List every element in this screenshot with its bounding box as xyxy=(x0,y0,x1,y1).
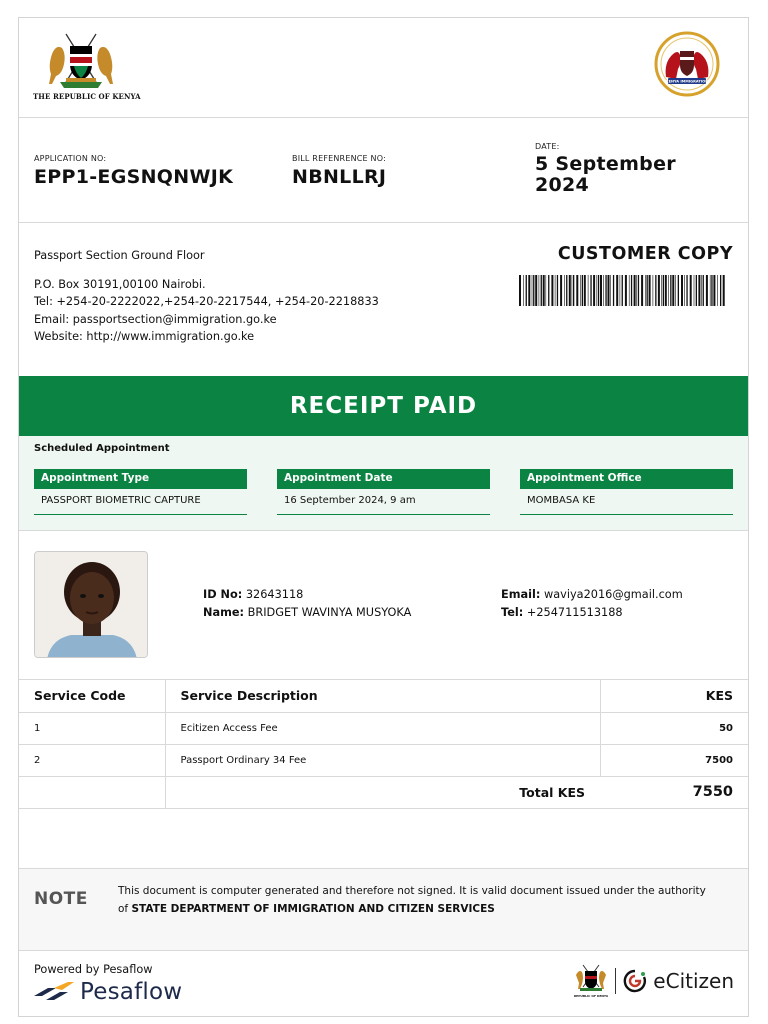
customer-copy-label: CUSTOMER COPY xyxy=(557,244,733,264)
barcode-bar xyxy=(551,275,553,306)
barcode-bar xyxy=(528,275,530,306)
barcode-bar xyxy=(663,275,664,306)
appointment-type-label: Appointment Type xyxy=(34,469,247,489)
application-no-label: APPLICATION NO: xyxy=(34,154,107,163)
barcode-bar xyxy=(610,275,611,306)
barcode-bar xyxy=(564,275,565,306)
appointment-type-value: PASSPORT BIOMETRIC CAPTURE xyxy=(34,489,247,515)
applicant-contact xyxy=(501,586,683,621)
barcode-bar xyxy=(603,275,604,306)
barcode-bar xyxy=(560,275,562,306)
service-code-cell: 2 xyxy=(19,744,165,776)
barcode-bar xyxy=(710,275,711,306)
table-total-row xyxy=(19,776,748,808)
address-line-1: Passport Section Ground Floor xyxy=(34,249,205,262)
appointment-type xyxy=(34,469,247,515)
barcode-bar xyxy=(523,275,524,306)
appointment-title: Scheduled Appointment xyxy=(34,443,170,454)
barcode-bar xyxy=(720,275,721,306)
bill-reference-label: BILL REFENRENCE NO: xyxy=(292,154,386,163)
date-value-line1: 5 September xyxy=(535,153,676,175)
appointment-date xyxy=(277,469,490,515)
appointment-date-label: Appointment Date xyxy=(277,469,490,489)
note-text-block xyxy=(118,883,718,918)
name-label: Name: xyxy=(203,605,245,619)
ecitizen-logo xyxy=(572,963,734,999)
barcode-bar xyxy=(539,275,540,306)
kenya-coat-of-arms-icon xyxy=(572,963,610,999)
tel-label: Tel: xyxy=(501,605,524,619)
applicant-details xyxy=(19,531,748,680)
barcode-bar xyxy=(629,275,630,306)
barcode-bar xyxy=(593,275,595,306)
barcode-bar xyxy=(572,275,573,306)
id-value: 32643118 xyxy=(245,588,304,601)
barcode-bar xyxy=(638,275,639,306)
name-value: BRIDGET WAVINYA MUSYOKA xyxy=(247,605,412,619)
barcode-bar xyxy=(668,275,669,306)
barcode-bar xyxy=(600,275,602,306)
table-row xyxy=(19,744,748,776)
barcode-bar xyxy=(573,275,574,306)
bill-reference-value: NBNLLRJ xyxy=(292,166,387,188)
footer xyxy=(19,951,748,1017)
barcode-bar xyxy=(658,275,660,306)
barcode-bar xyxy=(711,275,712,306)
immigration-seal-icon xyxy=(652,31,722,99)
barcode-bar xyxy=(634,275,636,306)
note-text: This document is computer generated and therefore not signed. It is valid document issued under the authority of xyxy=(118,885,706,915)
date-field xyxy=(535,142,735,196)
barcode-bar xyxy=(649,275,651,306)
barcode-bar xyxy=(588,275,589,306)
barcode-bar xyxy=(622,275,623,306)
service-description-cell: Passport Ordinary 34 Fee xyxy=(165,744,600,776)
barcode-bar xyxy=(519,275,521,306)
services-table xyxy=(19,680,748,809)
barcode-bar xyxy=(703,275,704,306)
coat-of-arms-logo xyxy=(33,32,141,101)
barcode-bar xyxy=(698,275,700,306)
barcode-bar xyxy=(675,275,676,306)
barcode-bar xyxy=(661,275,662,306)
barcode-bar xyxy=(555,275,556,306)
address-line-5: Website: http://www.immigration.go.ke xyxy=(34,330,255,343)
barcode-bar xyxy=(597,275,598,306)
table-row xyxy=(19,712,748,744)
receipt-paid-banner xyxy=(19,376,748,436)
barcode-bar xyxy=(645,275,646,306)
ecitizen-mark-icon xyxy=(623,969,647,993)
barcode-bar xyxy=(582,275,583,306)
republic-of-kenya-label: THE REPUBLIC OF KENYA xyxy=(33,92,141,101)
appointment-date-value: 16 September 2024, 9 am xyxy=(277,489,490,515)
kes-header: KES xyxy=(600,680,748,712)
ecitizen-wordmark: eCitizen xyxy=(653,969,734,993)
barcode-bar xyxy=(690,275,692,306)
barcode-bar xyxy=(605,275,606,306)
application-no-value: EPP1-EGSNQNWJK xyxy=(34,166,234,188)
bill-reference-field xyxy=(292,154,386,188)
note-section xyxy=(19,869,748,951)
service-code-header: Service Code xyxy=(19,680,165,712)
barcode-bar xyxy=(569,275,571,306)
email-label: Email: xyxy=(501,588,541,601)
note-authority: STATE DEPARTMENT OF IMMIGRATION AND CITIZEN SERVICES xyxy=(131,902,495,915)
barcode-bar xyxy=(723,275,725,306)
barcode-bar xyxy=(543,275,545,306)
mini-republic-label: REPUBLIC OF KENYA xyxy=(574,994,609,998)
applicant-id-row xyxy=(203,586,411,604)
pesaflow-logo xyxy=(34,979,182,1005)
service-description-cell: Ecitizen Access Fee xyxy=(165,712,600,744)
appointment-office xyxy=(520,469,733,515)
barcode-bar xyxy=(653,275,654,306)
barcode-bar xyxy=(701,275,702,306)
barcode-icon xyxy=(519,275,725,306)
barcode-bar xyxy=(678,275,679,306)
address-lines xyxy=(34,247,379,346)
applicant-photo xyxy=(34,551,148,658)
date-label: DATE: xyxy=(535,142,560,151)
blank-spacer xyxy=(19,808,748,869)
applicant-id-name xyxy=(203,586,411,621)
barcode-bar xyxy=(541,275,542,306)
address-line-2: P.O. Box 30191,00100 Nairobi. xyxy=(34,277,206,291)
barcode-bar xyxy=(625,275,627,306)
barcode-bar xyxy=(580,275,581,306)
powered-by-text: Powered by Pesaflow xyxy=(34,963,153,976)
scheduled-appointment xyxy=(19,436,748,531)
coat-of-arms-icon xyxy=(44,32,118,90)
table-header-row xyxy=(19,680,748,712)
kenya-immigration-seal xyxy=(652,31,722,103)
barcode-bar xyxy=(694,275,695,306)
appointment-office-label: Appointment Office xyxy=(520,469,733,489)
barcode-bar xyxy=(566,275,567,306)
barcode-bar xyxy=(584,275,586,306)
applicant-tel-row xyxy=(501,604,683,622)
barcode-bar xyxy=(590,275,591,306)
service-code-cell: 1 xyxy=(19,712,165,744)
barcode-bar xyxy=(665,275,667,306)
barcode-bar xyxy=(533,275,534,306)
barcode-bar xyxy=(684,275,685,306)
note-label: NOTE xyxy=(34,889,88,909)
barcode-bar xyxy=(631,275,632,306)
service-description-header: Service Description xyxy=(165,680,600,712)
id-label: ID No: xyxy=(203,588,243,601)
tel-value: +254711513188 xyxy=(526,605,623,619)
barcode-bar xyxy=(557,275,558,306)
barcode-bar xyxy=(706,275,708,306)
barcode-bar xyxy=(608,275,610,306)
office-address xyxy=(19,223,748,376)
service-amount-cell: 50 xyxy=(600,712,748,744)
barcode-bar xyxy=(647,275,648,306)
barcode-bar xyxy=(641,275,643,306)
applicant-name-row xyxy=(203,604,411,622)
logo-separator xyxy=(615,968,616,994)
total-value: 7550 xyxy=(600,776,748,808)
barcode-bar xyxy=(713,275,715,306)
date-value-line2: 2024 xyxy=(535,174,590,196)
barcode-bar xyxy=(681,275,683,306)
barcode-bar xyxy=(686,275,687,306)
appointment-office-value: MOMBASA KE xyxy=(520,489,733,515)
application-info xyxy=(19,118,748,223)
barcode-bar xyxy=(613,275,614,306)
person-photo-icon xyxy=(35,552,148,658)
barcode-bar xyxy=(548,275,549,306)
barcode-bar xyxy=(576,275,578,306)
barcode-bar xyxy=(672,275,674,306)
email-value: waviya2016@gmail.com xyxy=(543,588,683,601)
barcode-bar xyxy=(636,275,637,306)
service-amount-cell: 7500 xyxy=(600,744,748,776)
barcode-bar xyxy=(655,275,656,306)
seal-text: KENYA IMMIGRATION xyxy=(665,79,709,84)
barcode-bar xyxy=(535,275,537,306)
application-no-field xyxy=(34,154,233,188)
barcode-bar xyxy=(670,275,671,306)
address-line-3: Tel: +254-20-2222022,+254-20-2217544, +254-20-2218833 xyxy=(34,295,379,308)
barcode-bar xyxy=(616,275,618,306)
empty-cell xyxy=(19,776,165,808)
applicant-email-row xyxy=(501,586,683,604)
pesaflow-wordmark: Pesaflow xyxy=(80,979,183,1005)
total-label: Total KES xyxy=(165,776,600,808)
header xyxy=(19,18,748,118)
barcode-bar xyxy=(598,275,599,306)
barcode-bar xyxy=(532,275,533,306)
pesaflow-logo-icon xyxy=(34,982,74,1002)
barcode-bar xyxy=(620,275,621,306)
barcode-bar xyxy=(526,275,527,306)
barcode-bar xyxy=(696,275,697,306)
receipt-page xyxy=(18,17,749,1017)
address-line-4: Email: passportsection@immigration.go.ke xyxy=(34,312,277,326)
barcode-bar xyxy=(546,275,547,306)
barcode-bar xyxy=(717,275,718,306)
receipt-paid-text: RECEIPT PAID xyxy=(289,393,478,419)
